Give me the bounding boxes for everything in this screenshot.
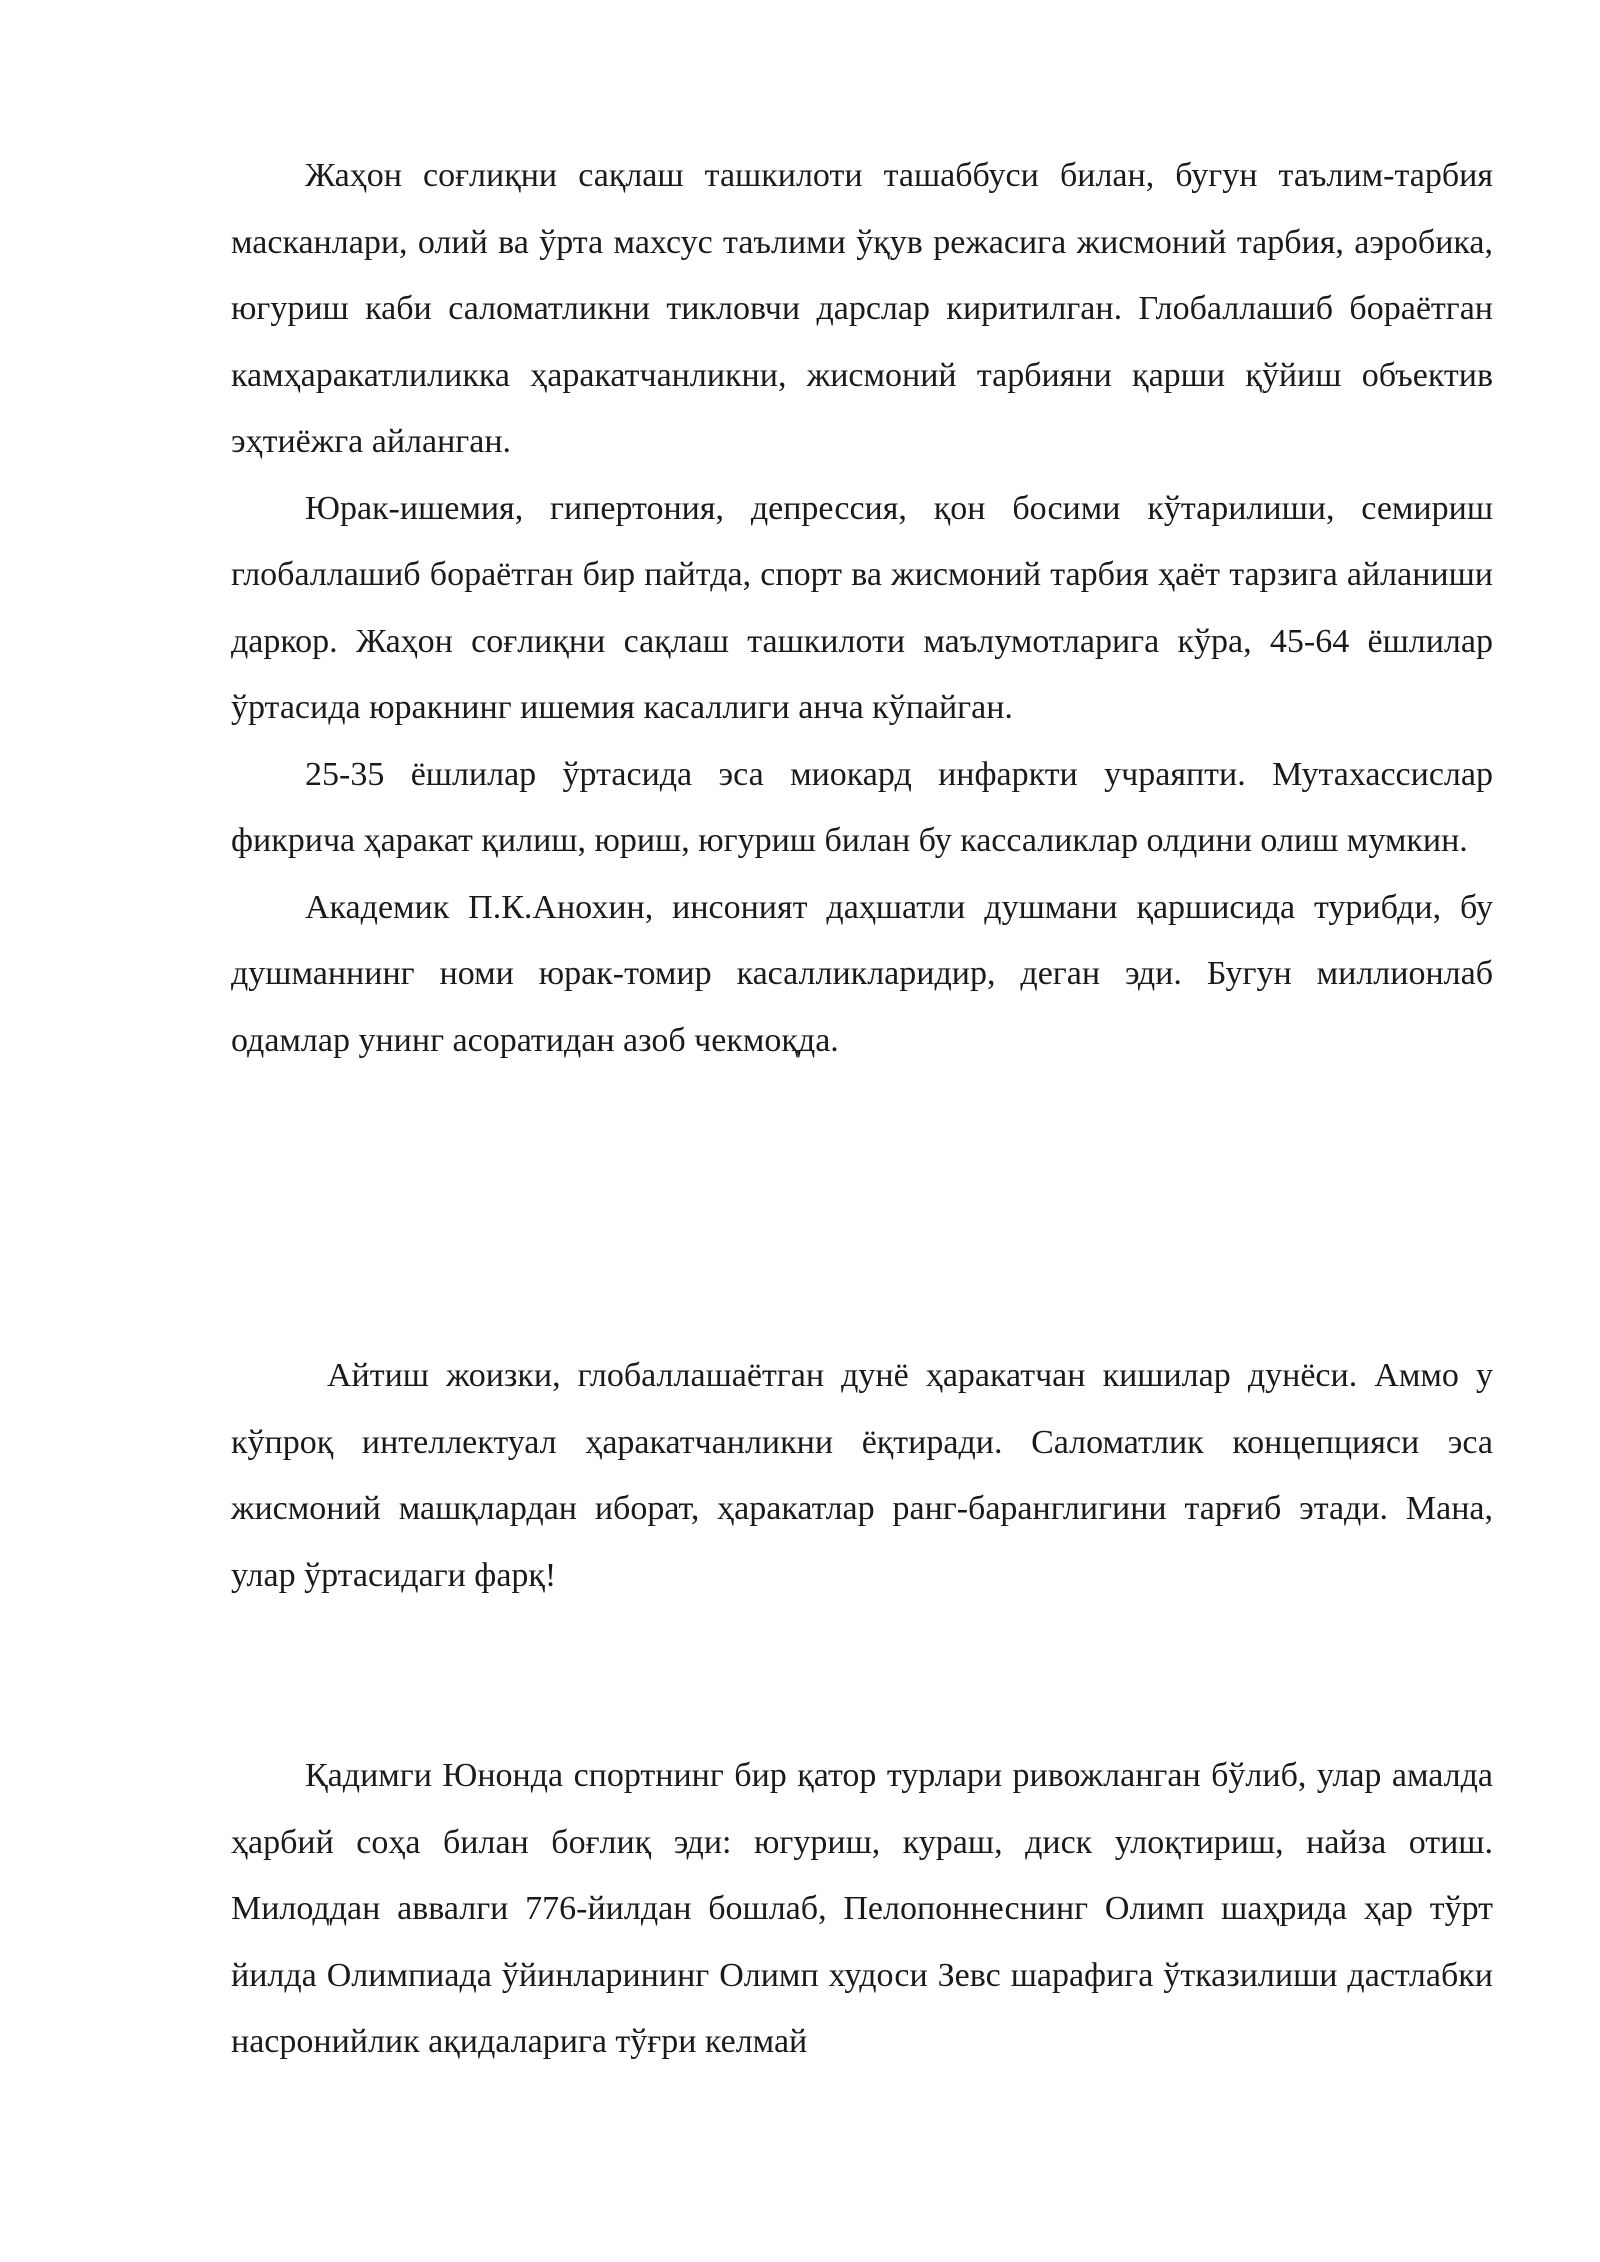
paragraph-who-initiative: Жаҳон соғлиқни сақлаш ташкилоти ташаббуси билан, бугун таълим-тарбия масканлари, олий ва ўрта махсус таълими ўқув режасига жисмоний тарбия, аэробика, югуриш каби саломатликни тикловчи дарслар киритилган. Глобаллашиб бораётган камҳаракатлиликка ҳаракатчанликни, жисмоний тарбияни қарши қўйиш объектив эҳтиёжга айланган. bbox=[231, 157, 1493, 460]
paragraph-heart-disease: Юрак-ишемия, гипертония, депрессия, қон босими кўтарилиши, семириш глобаллашиб бораётган бир пайтда, спорт ва жисмоний тарбия ҳаёт тарзига айланиши даркор. Жаҳон соғлиқни сақлаш ташкилоти маълумотларига кўра, 45-64 ёшлилар ўртасида юракнинг ишемия касаллиги анча кўпайган. bbox=[231, 489, 1493, 726]
text-block-middle bbox=[231, 1343, 1493, 1609]
text-block-top bbox=[231, 143, 1493, 1074]
paragraph-anokhin: Академик П.К.Анохин, инсоният даҳшатли душмани қаршисида турибди, бу душманнинг номи юрак-томир касалликларидир, деган эди. Бугун миллионлаб одамлар унинг асоратидан азоб чекмоқда. bbox=[231, 888, 1493, 1059]
paragraph-infarction: 25-35 ёшлилар ўртасида эса миокард инфаркти учраяпти. Мутахассислар фикрича ҳаракат қилиш, юриш, югуриш билан бу кассаликлар олдини олиш мумкин. bbox=[231, 755, 1493, 859]
text-block-bottom bbox=[231, 1743, 1493, 2076]
paragraph-globalization: Айтиш жоизки, глобаллашаётган дунё ҳаракатчан кишилар дунёси. Аммо у кўпроқ интеллектуал ҳаракатчанликни ёқтиради. Саломатлик концепцияси эса жисмоний машқлардан иборат, ҳаракатлар ранг-баранглигини тарғиб этади. Мана, улар ўртасидаги фарқ! bbox=[231, 1357, 1493, 1594]
paragraph-ancient-greece: Қадимги Юнонда спортнинг бир қатор турлари ривожланган бўлиб, улар амалда ҳарбий соҳа билан боғлиқ эди: югуриш, кураш, диск улоқтириш, найза отиш. Милоддан аввалги 776-йилдан бошлаб, Пелопоннеснинг Олимп шаҳрида ҳар тўрт йилда Олимпиада ўйинларининг Олимп худоси Зевс шарафига ўтказилиши дастлабки насронийлик ақидаларига тўғри келмай bbox=[231, 1757, 1493, 2060]
